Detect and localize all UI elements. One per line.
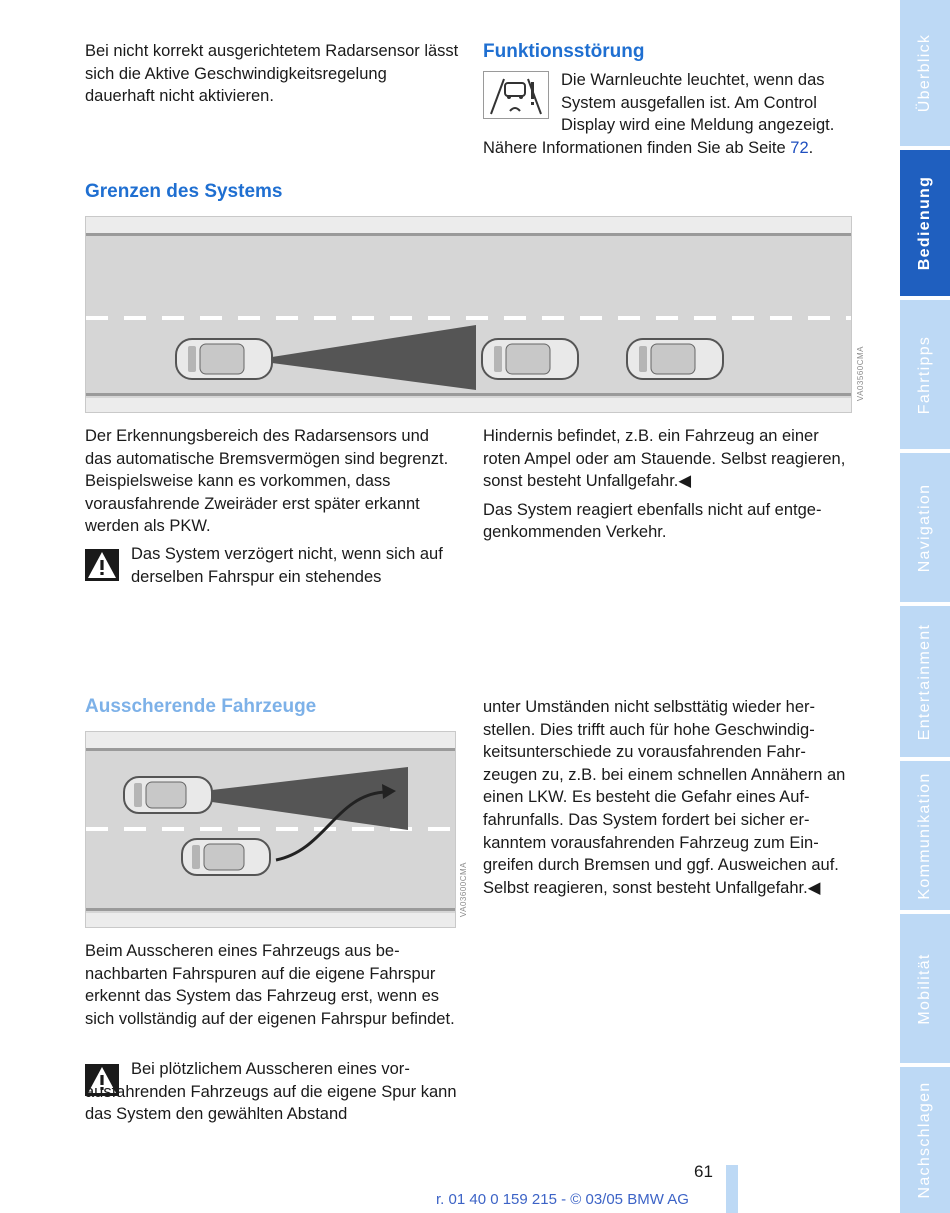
cutting-in-figure-code: VA03600CMA (459, 862, 468, 918)
tab-ueberblick[interactable]: Überblick (900, 0, 950, 146)
limits-right-column (483, 425, 853, 550)
limits-heading: Grenzen des Systems (85, 181, 283, 202)
limits-left-paragraph: Der Erkennungsbereich des Radarsensors und das automatische Bremsvermögen sind begrenzt. Beispielsweise kann es vorkommen, dass vorausfahrende Zweiräder erst später erkannt werden als PKW. (85, 427, 449, 536)
footer-copyright: r. 01 40 0 159 215 - © 03/05 BMW AG (436, 1191, 689, 1208)
limits-warning-text: Das System verzögert nicht, wenn sich auf derselben Fahrspur ein stehendes (131, 545, 443, 586)
malfunction-heading: Funktionsstörung (483, 41, 645, 62)
intro-paragraph: Bei nicht korrekt ausgerichtetem Radarsensor lässt sich die Aktive Geschwindigkeitsregelung dauerhaft nicht aktivieren. (85, 42, 459, 106)
warning-triangle-icon (85, 549, 119, 581)
page-link[interactable]: 72 (790, 139, 809, 157)
tab-kommunikation[interactable]: Kommunikation (900, 761, 950, 910)
tab-navigation[interactable]: Navigation (900, 453, 950, 602)
tab-mobilitaet[interactable]: Mobilität (900, 914, 950, 1063)
tab-nachschlagen[interactable]: Nachschlagen (900, 1067, 950, 1213)
cutting-in-heading: Ausscherende Fahrzeuge (85, 696, 317, 717)
limits-figure-code: VA03560CMA (856, 346, 865, 402)
cutting-in-figure (85, 731, 456, 928)
cutting-in-warning-text: Bei plötzlichem Ausscheren eines vorausfahrenden Fahrzeugs auf die eigene Spur kann das System den gewählten Abstand (85, 1060, 457, 1124)
tab-bedienung[interactable]: Bedienung (900, 150, 950, 296)
malfunction-paragraph-last: Nähere Informationen finden Sie ab Seite 72. (483, 139, 814, 157)
limits-figure (85, 216, 852, 413)
tab-fahrtipps[interactable]: Fahrtipps (900, 300, 950, 449)
limits-right-paragraph-1: Hindernis befindet, z.B. ein Fahrzeug an einer roten Ampel oder am Stauende. Selbst reagieren, sonst besteht Unfallgefahr.◀ (483, 427, 846, 491)
page-number: 61 (694, 1162, 713, 1181)
cutting-in-left-paragraph: Beim Ausscheren eines Fahrzeugs aus benachbarten Fahrspuren auf die eigene Fahrspur erkennt das System das Fahrzeug erst, wenn es sich vollständig auf der eigenen Fahrspur befindet. (85, 942, 455, 1028)
tab-entertainment[interactable]: Entertainment (900, 606, 950, 757)
warning-lamp-icon (483, 71, 549, 119)
cutting-in-right-paragraph: unter Umständen nicht selbsttätig wieder herstellen. Dies trifft auch für hohe Geschwindigkeitsunterschiede zu vorausfahrenden Fahrzeugen zu, z.B. bei einem schnellen Annähern an einen LKW. Es besteht die Gefahr eines Auffahrunfalls. Das System fordert bei sicher erkanntem vorausfahrenden Fahrzeug zum Eingreifen durch Bremsen und ggf. Ausweichen auf. Selbst reagieren, sonst besteht Unfallgefahr.◀ (483, 698, 846, 897)
page-number-marker (726, 1165, 738, 1213)
limits-right-paragraph-2: Das System reagiert ebenfalls nicht auf entgegenkommenden Verkehr. (483, 500, 822, 542)
malfunction-paragraph-first: Die Warnleuchte leuchtet, wenn das System ausgefallen ist. Am Control Display wird eine Meldung angezeigt. (561, 71, 835, 135)
